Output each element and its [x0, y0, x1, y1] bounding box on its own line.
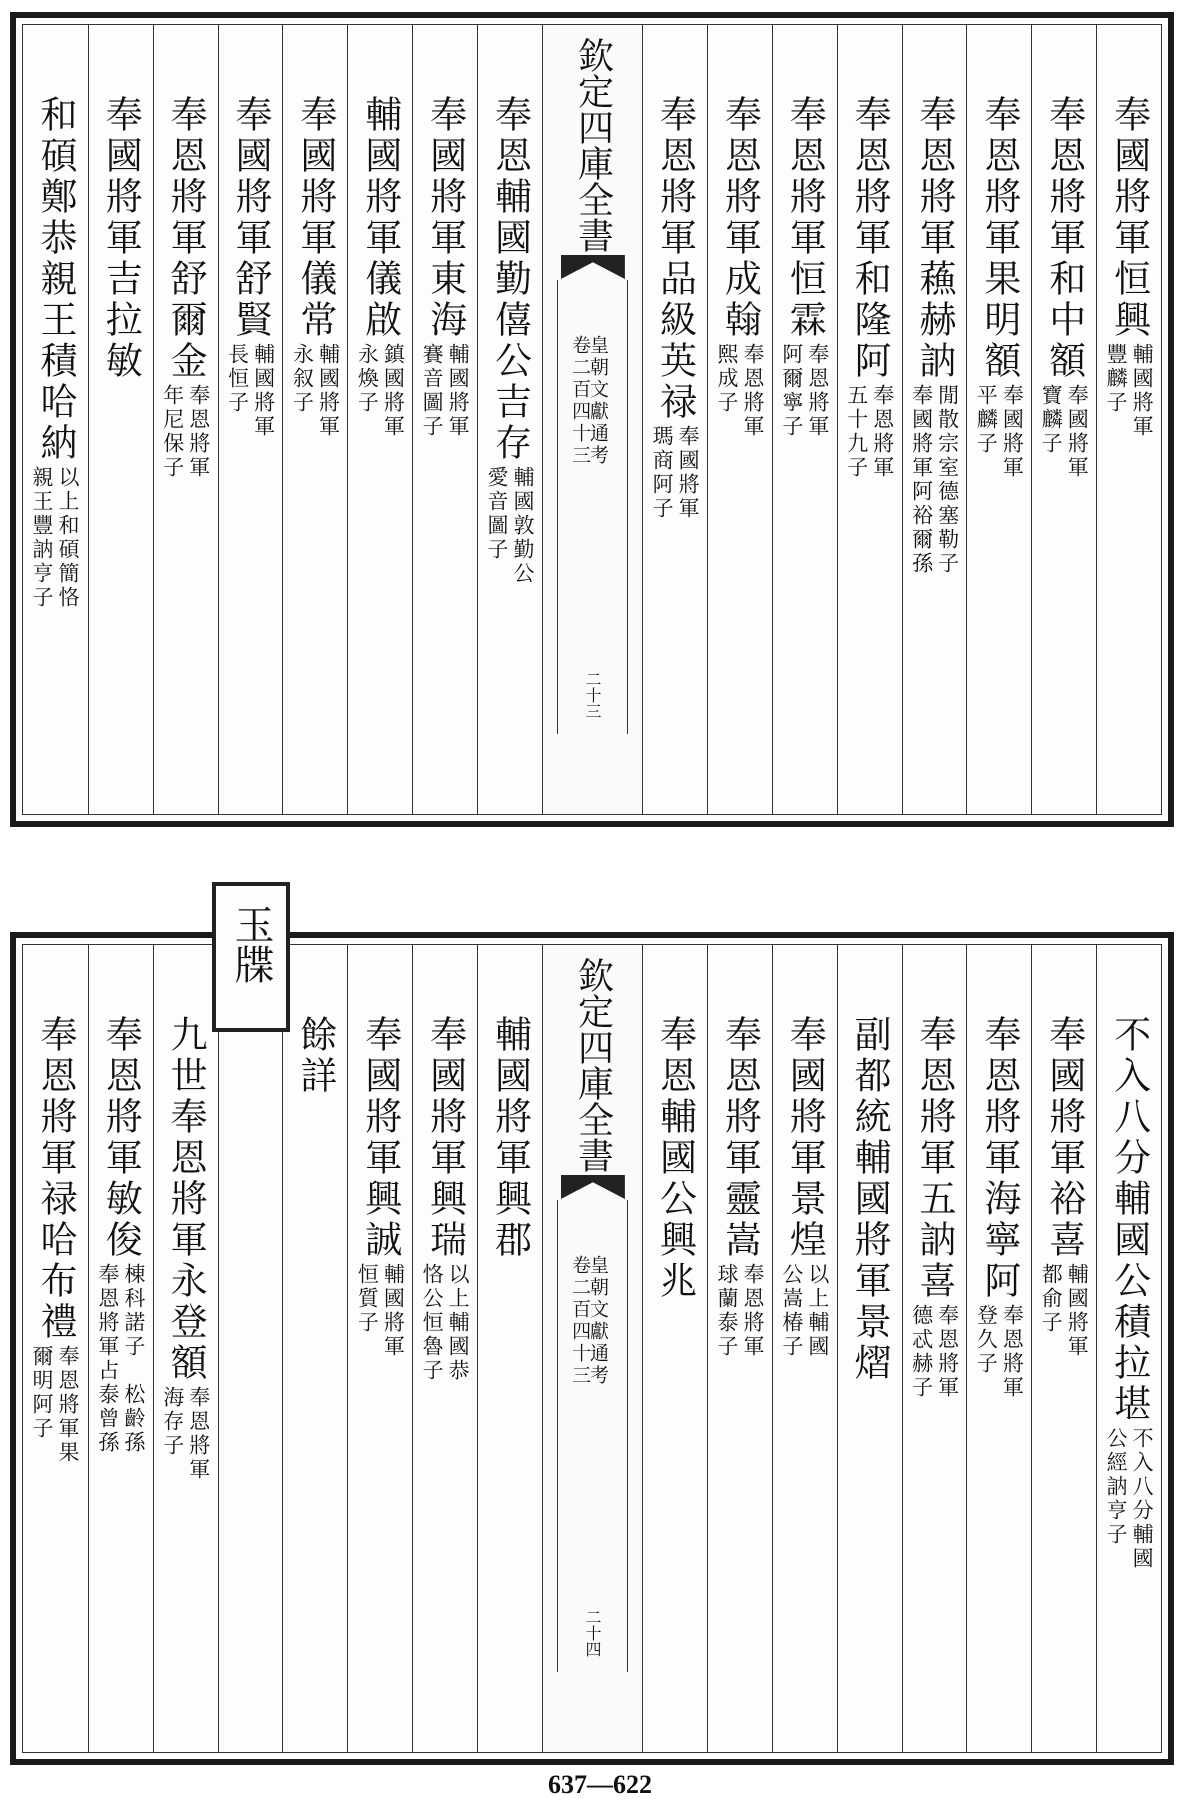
text-column	[1096, 945, 1161, 1752]
entry-title: 奉恩輔國公興兆	[653, 1015, 697, 1302]
center-fold-column	[542, 945, 642, 1752]
entry-annotation: 奉恩將軍	[935, 1304, 960, 1400]
entry-annotation: 輔國將軍	[316, 343, 341, 439]
entry-annotation: 瑪商阿子	[650, 425, 675, 521]
entry-title: 奉恩將軍禄哈布禮	[33, 1015, 77, 1343]
top-page	[10, 12, 1174, 827]
entry-title: 奉恩將軍五訥喜	[912, 1015, 956, 1302]
entry-title: 奉國將軍儀常	[293, 95, 337, 341]
entry-annotation: 閒散宗室德塞勒子	[935, 384, 960, 576]
text-column	[347, 25, 412, 814]
text-column	[153, 945, 218, 1752]
folio-number: 二十四	[583, 1609, 602, 1657]
entry-annotation: 棟科諾子 松齡孫	[121, 1263, 146, 1455]
text-column	[88, 945, 153, 1752]
entry-annotation: 奉國將軍	[1065, 384, 1090, 480]
text-column	[642, 25, 707, 814]
text-column	[282, 25, 347, 814]
text-column	[966, 945, 1031, 1752]
book-title: 皇朝文獻通考	[586, 1255, 609, 1387]
text-column	[412, 945, 477, 1752]
text-column	[707, 945, 772, 1752]
entry-annotation: 奉恩將軍	[186, 384, 211, 480]
entry-title: 不入八分輔國公積拉堪	[1107, 1015, 1151, 1425]
entry-title: 奉恩將軍蘓赫訥	[912, 95, 956, 382]
text-column	[477, 25, 542, 814]
text-column	[347, 945, 412, 1752]
text-column	[23, 25, 88, 814]
book-title: 皇朝文獻通考	[586, 335, 609, 467]
entry-annotation: 親王豐訥亨子	[30, 466, 55, 610]
entry-annotation: 五十九子	[844, 384, 869, 480]
entry-annotation: 奉恩將軍	[805, 343, 830, 439]
text-column	[153, 25, 218, 814]
entry-annotation: 奉恩將軍占泰曾孫	[95, 1263, 120, 1455]
section-tab	[212, 882, 290, 1032]
text-column	[477, 945, 542, 1752]
text-column	[837, 25, 902, 814]
bottom-page-columns	[22, 944, 1162, 1753]
entry-annotation: 輔國將軍	[1130, 343, 1155, 439]
entry-title: 副都統輔國將軍景熠	[848, 1015, 892, 1384]
entry-annotation: 阿爾寧子	[779, 343, 804, 439]
entry-annotation: 恒質子	[355, 1263, 380, 1335]
fishtail-mark-icon	[561, 1175, 625, 1199]
fishtail-mark-icon	[561, 255, 625, 279]
entry-title: 奉國將軍恒興	[1107, 95, 1151, 341]
entry-title: 奉國將軍吉拉敏	[99, 95, 143, 382]
entry-annotation: 愛音圖子	[485, 466, 510, 562]
entry-annotation: 不入八分輔國	[1130, 1427, 1155, 1571]
entry-annotation: 寶麟子	[1039, 384, 1064, 456]
text-column	[1031, 945, 1096, 1752]
entry-title: 奉恩輔國勤僖公吉存	[488, 95, 532, 464]
entry-annotation: 輔國將軍	[1065, 1263, 1090, 1359]
top-page-columns	[22, 24, 1162, 815]
entry-annotation: 都俞子	[1039, 1263, 1064, 1335]
text-column	[966, 25, 1031, 814]
page-footer-number: 637—622	[548, 1770, 652, 1799]
entry-annotation: 輔國將軍	[251, 343, 276, 439]
entry-annotation: 永叙子	[290, 343, 315, 415]
folio-number: 二十三	[583, 671, 602, 719]
entry-title: 奉國將軍景煌	[783, 1015, 827, 1261]
entry-title: 奉恩將軍敏俊	[99, 1015, 143, 1261]
entry-annotation: 奉國將軍	[676, 425, 701, 521]
entry-annotation: 輔國敦勤公	[511, 466, 536, 586]
entry-annotation: 奉恩將軍	[740, 1263, 765, 1359]
text-column	[772, 25, 837, 814]
entry-annotation: 奉國將軍阿裕爾孫	[909, 384, 934, 576]
entry-annotation: 豐麟子	[1104, 343, 1129, 415]
entry-title: 奉恩將軍和中額	[1042, 95, 1086, 382]
text-column	[642, 945, 707, 1752]
entry-title: 奉恩將軍恒霖	[783, 95, 827, 341]
entry-title: 奉恩將軍和隆阿	[848, 95, 892, 382]
entry-annotation: 奉恩將軍	[740, 343, 765, 439]
text-column	[88, 25, 153, 814]
entry-title: 奉國將軍裕喜	[1042, 1015, 1086, 1261]
entry-annotation: 輔國將軍	[446, 343, 471, 439]
entry-annotation: 爾明阿子	[30, 1345, 55, 1441]
entry-annotation: 奉恩將軍	[1000, 1304, 1025, 1400]
text-column	[1096, 25, 1161, 814]
entry-title: 奉國將軍興瑞	[423, 1015, 467, 1261]
entry-title: 九世奉恩將軍永登額	[164, 1015, 208, 1384]
collection-title: 欽定四庫全書	[572, 37, 614, 253]
entry-annotation: 球蘭泰子	[714, 1263, 739, 1359]
entry-annotation: 公嵩椿子	[779, 1263, 804, 1359]
entry-annotation: 海存子	[160, 1386, 185, 1458]
text-column	[412, 25, 477, 814]
text-column	[218, 25, 283, 814]
entry-title: 奉恩將軍舒爾金	[164, 95, 208, 382]
entry-annotation: 賽音圖子	[420, 343, 445, 439]
entry-title: 和碩鄭恭親王積哈納	[33, 95, 77, 464]
entry-annotation: 公經訥亨子	[1104, 1427, 1129, 1547]
text-column	[1031, 25, 1096, 814]
entry-annotation: 以上輔國恭	[446, 1263, 471, 1383]
entry-title: 輔國將軍興郡	[488, 1015, 532, 1261]
entry-annotation: 熙成子	[714, 343, 739, 415]
text-column	[902, 945, 967, 1752]
section-tab-label: 玉牒	[228, 904, 274, 984]
entry-title: 奉恩將軍成翰	[718, 95, 762, 341]
text-column	[837, 945, 902, 1752]
collection-title: 欽定四庫全書	[572, 957, 614, 1173]
entry-title: 奉國將軍東海	[423, 95, 467, 341]
entry-annotation: 登久子	[974, 1304, 999, 1376]
text-column	[218, 945, 283, 1752]
entry-title: 奉國將軍舒賢	[229, 95, 273, 341]
entry-annotation: 德忒赫子	[909, 1304, 934, 1400]
text-column	[902, 25, 967, 814]
center-fold-column	[542, 25, 642, 814]
volume-number: 卷二百四十三	[569, 1255, 592, 1387]
entry-title: 奉恩將軍海寧阿	[977, 1015, 1021, 1302]
entry-annotation: 奉恩將軍	[186, 1386, 211, 1482]
entry-annotation: 鎮國將軍	[381, 343, 406, 439]
text-column	[23, 945, 88, 1752]
bottom-page	[10, 932, 1174, 1765]
entry-annotation: 奉恩將軍果	[56, 1345, 81, 1465]
text-column	[707, 25, 772, 814]
volume-number: 卷二百四十三	[569, 335, 592, 467]
entry-annotation: 奉恩將軍	[870, 384, 895, 480]
entry-title: 奉恩將軍品級英禄	[653, 95, 697, 423]
entry-annotation: 長恒子	[225, 343, 250, 415]
entry-title: 餘詳	[293, 1015, 337, 1097]
text-column	[282, 945, 347, 1752]
entry-annotation: 永煥子	[355, 343, 380, 415]
entry-title: 輔國將軍儀啟	[358, 95, 402, 341]
entry-title: 奉恩將軍靈嵩	[718, 1015, 762, 1261]
entry-title: 奉恩將軍果明額	[977, 95, 1021, 382]
entry-annotation: 恪公恒魯子	[420, 1263, 445, 1383]
entry-annotation: 輔國將軍	[381, 1263, 406, 1359]
text-column	[772, 945, 837, 1752]
entry-annotation: 奉國將軍	[1000, 384, 1025, 480]
entry-annotation: 以上和碩簡恪	[56, 466, 81, 610]
entry-annotation: 平麟子	[974, 384, 999, 456]
entry-annotation: 年尼保子	[160, 384, 185, 480]
entry-annotation: 以上輔國	[805, 1263, 830, 1359]
entry-title: 奉國將軍興誠	[358, 1015, 402, 1261]
